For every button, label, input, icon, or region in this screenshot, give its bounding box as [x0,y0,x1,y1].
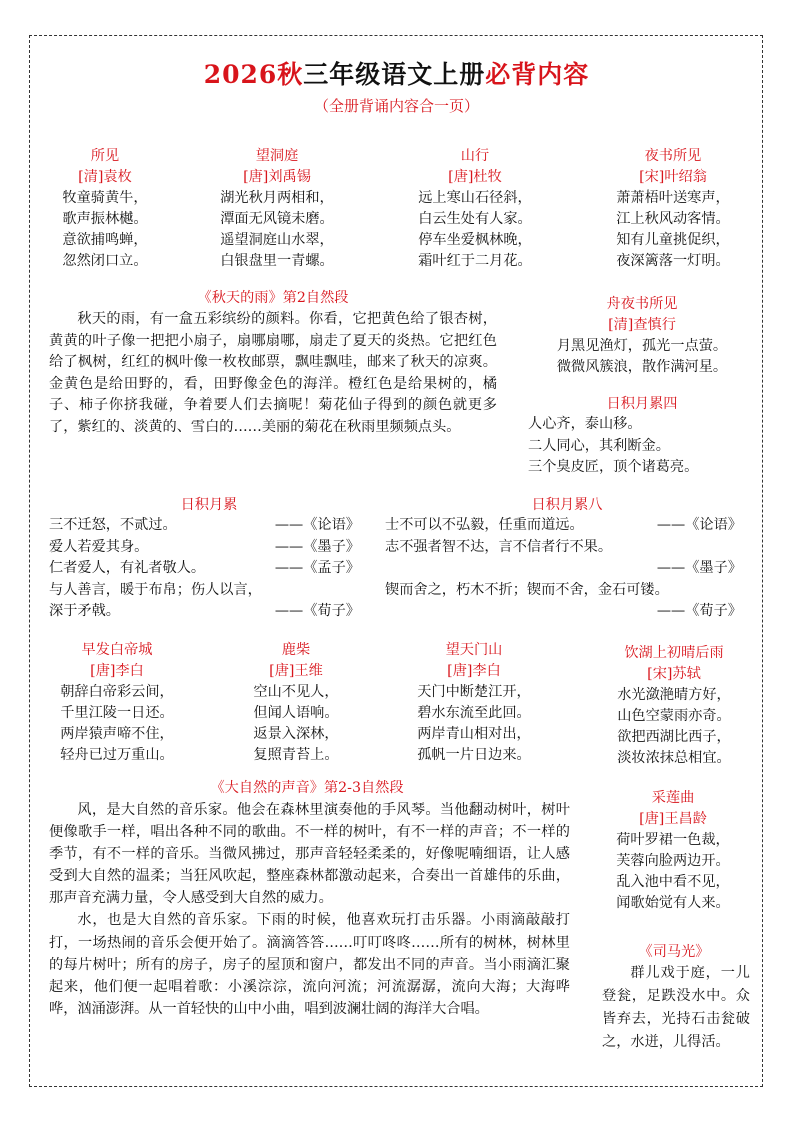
poem-line: 停车坐爱枫林晚， [418,232,532,248]
poem-line: 月黑见渔灯，孤光一点萤。 [556,338,728,354]
riji8-row [385,558,742,580]
poem-luzhai [228,640,364,766]
poem-line: 闻歌始觉有人来。 [616,895,730,911]
poem-line: 复照青苔上。 [253,747,339,763]
nature-sound-title: 《大自然的声音》第2-3自然段 [210,780,404,796]
riji-row [49,515,360,537]
poem-line: 空山不见人， [253,684,339,700]
poem-line: 江上秋风动客情。 [616,211,730,227]
riji8-title: 日积月累八 [531,497,603,513]
poem-yeshusuojian [598,146,748,272]
sima-paragraph: 群儿戏于庭，一儿登瓮，足跌没水中。众皆弃去，光持石击瓮破之，水迸，儿得活。 [602,965,750,1050]
riji-text: 仁者爱人，有礼者敬人。 [49,560,206,576]
poem-title: 夜书所见 [644,148,702,164]
poem-line: 知有儿童挑促织， [616,232,730,248]
poem-title: 舟夜书所见 [606,296,678,312]
poem-author: [清]袁枚 [78,169,132,185]
poem-shanxing [400,146,550,272]
poem-author: [唐]王维 [269,663,323,679]
poem-line: 碧水东流至此回。 [417,705,531,721]
poem-title: 饮湖上初晴后雨 [624,645,724,661]
riji-source: ——《论语》 [274,517,360,533]
title-content: 必背内容 [485,60,590,89]
riji8-row [385,601,742,623]
poem-line: 歌声振林樾。 [62,211,148,227]
poem-line: 微微风簇浪，散作满河星。 [556,359,728,375]
poem-zhouye [524,294,760,378]
poem-author: [宋]苏轼 [647,666,701,682]
poem-line: 萧萧梧叶送寒声， [616,190,730,206]
sima-text [602,962,750,1054]
poem-line: 轻舟已过万重山。 [60,747,174,763]
poem-line: 忽然闭口立。 [62,253,148,269]
riji8-text: 志不强者智不达，言不信者行不果。 [385,538,613,555]
poem-line: 意欲捕鸣蝉， [62,232,148,248]
poem-line: 但闻人语响。 [253,705,339,721]
riji-row [49,558,360,580]
poem-author: [唐]刘禹锡 [243,169,311,185]
title-year: 2026秋 [203,60,304,89]
poem-cailianqu [598,788,748,914]
poem-line: 远上寒山石径斜， [418,190,532,206]
poem-line: 返景入深林， [253,726,339,742]
riji-text: 三不迁怒，不贰过。 [49,517,177,533]
poem-author: [唐]李白 [447,663,501,679]
riji-text: 深于矛戟。 [49,603,120,619]
riji-rows [49,515,360,623]
poem-author: [唐]李白 [90,663,144,679]
riji8-rows [385,515,742,623]
poem-line: 白银盘里一青螺。 [220,253,334,269]
poem-title: 望洞庭 [255,148,299,164]
poem-line: 山色空蒙雨亦奇。 [617,708,731,724]
riji8-source: ——《荀子》 [656,603,742,619]
riji-text: 与人善言，暖于布帛；伤人以言， [49,581,262,598]
poem-line: 欲把西湖比西子， [617,729,731,745]
poem-line: 两岸青山相对出， [417,726,531,742]
poem-zaofabaidicheng [42,640,192,766]
poem-line: 朝辞白帝彩云间， [60,684,174,700]
poem-line: 遥望洞庭山水翠， [220,232,334,248]
poem-title: 采莲曲 [651,790,695,806]
poem-line: 孤帆一片日边来。 [417,747,531,763]
autumn-rain-paragraph: 秋天的雨，有一盒五彩缤纷的颜料。你看，它把黄色给了银杏树，黄黄的叶子像一把把小扇子，扇哪扇哪，扇走了夏天的炎热。它把红色给了枫树，红红的枫叶像一枚枚邮票，飘哇飘哇，邮来了秋天的凉爽。金黄色是给田野的，看，田野像金色的海洋。橙红色是给果树的，橘子、柿子你挤我碰，争着要人们去摘呢！菊花仙子得到的颜色就更多了，紫红的、淡黄的、雪白的……美丽的菊花在秋雨里频频点头。 [49,311,497,435]
poem-author: [宋]叶绍翁 [639,169,707,185]
poem-line: 霜叶红于二月花。 [418,253,532,269]
poem-title: 早发白帝城 [81,642,153,658]
poem-wangdongting [202,146,352,272]
riji8-text: 士不可以不弘毅，任重而道远。 [385,517,584,533]
riji-source: ——《荀子》 [274,603,360,619]
riji8-row [385,537,742,559]
riji8-text: 锲而舍之，朽木不折；锲而不舍，金石可镂。 [385,581,669,598]
riji8-source: ——《论语》 [656,517,742,533]
poem-line: 湖光秋月两相和， [220,190,334,206]
riji8-source: ——《墨子》 [656,560,742,576]
poem-author: [清]查慎行 [608,317,676,333]
poem-line: 荷叶罗裙一色裁， [616,832,730,848]
riji-source: ——《孟子》 [274,560,360,576]
riji4-lines [528,414,698,479]
autumn-rain-title: 《秋天的雨》第2自然段 [197,290,349,306]
riji8-row [385,580,742,602]
poem-line: 潭面无风镜未磨。 [220,211,334,227]
riji4-line: 三个臭皮匠，顶个诸葛亮。 [528,459,699,475]
poem-line: 淡妆浓抹总相宜。 [617,750,731,766]
poem-line: 天门中断楚江开， [417,684,531,700]
nature-sound-paragraph-2: 水，也是大自然的音乐家。下雨的时候，他喜欢玩打击乐器。小雨滴敲敲打打，一场热闹的音乐会便开始了。滴滴答答……叮叮咚咚……所有的树林，树林里的每片树叶；所有的房子，房子的屋顶和窗户，都发出不同的声音。当小雨滴汇聚起来，他们便一起唱着歌：小溪淙淙，流向河流；河流潺潺，流向大海；大海哗哗，汹涌澎湃。从一首轻快的山中小曲，唱到波澜壮阔的海洋大合唱。 [49,912,570,1017]
poem-line: 白云生处有人家。 [418,211,532,227]
riji-row [49,601,360,623]
riji8-row [385,515,742,537]
sima-title: 《司马光》 [638,944,710,960]
riji-source: ——《墨子》 [274,538,360,555]
autumn-rain-text [49,309,497,439]
poem-line: 千里江陵一日还。 [60,705,174,721]
poem-title: 所见 [90,148,120,164]
title-grade: 三年级语文上册 [303,60,486,89]
poem-title: 山行 [460,148,490,164]
poem-yinhushang [596,643,752,769]
poem-title: 望天门山 [445,642,503,658]
poem-suojian [42,146,168,272]
poem-author: [唐]王昌龄 [639,811,707,827]
nature-sound-text [49,799,570,1020]
riji-row [49,580,360,602]
riji-row [49,537,360,559]
page-subtitle: （全册背诵内容合一页） [313,97,479,115]
poem-author: [唐]杜牧 [448,169,502,185]
riji-title: 日积月累 [180,497,238,513]
poem-line: 两岸猿声啼不住， [60,726,174,742]
poem-line: 乱入池中看不见， [616,874,730,890]
poem-line: 牧童骑黄牛， [62,190,148,206]
page-title [0,55,793,91]
poem-line: 夜深篱落一灯明。 [616,253,730,269]
poem-title: 鹿柴 [281,642,311,658]
poem-line: 水光潋滟晴方好， [617,687,731,703]
riji4-line: 人心齐，泰山移。 [528,416,642,432]
poem-line: 芙蓉向脸两边开。 [616,853,730,869]
riji4-title: 日积月累四 [606,396,678,412]
riji-text: 爱人若爱其身。 [49,538,149,555]
nature-sound-paragraph-1: 风，是大自然的音乐家。他会在森林里演奏他的手风琴。当他翻动树叶，树叶便像歌手一样，唱出各种不同的歌曲。不一样的树叶，有不一样的声音；不一样的季节，有不一样的音乐。当微风拂过，那声音轻轻柔柔的，好像呢喃细语，让人感受到大自然的温柔；当狂风吹起，整座森林都激动起来，合奏出一首雄伟的乐曲，那声音充满力量，令人感受到大自然的威力。 [49,802,570,907]
poem-wangtianmenshan [399,640,549,766]
riji4-line: 二人同心，其利断金。 [528,437,670,454]
